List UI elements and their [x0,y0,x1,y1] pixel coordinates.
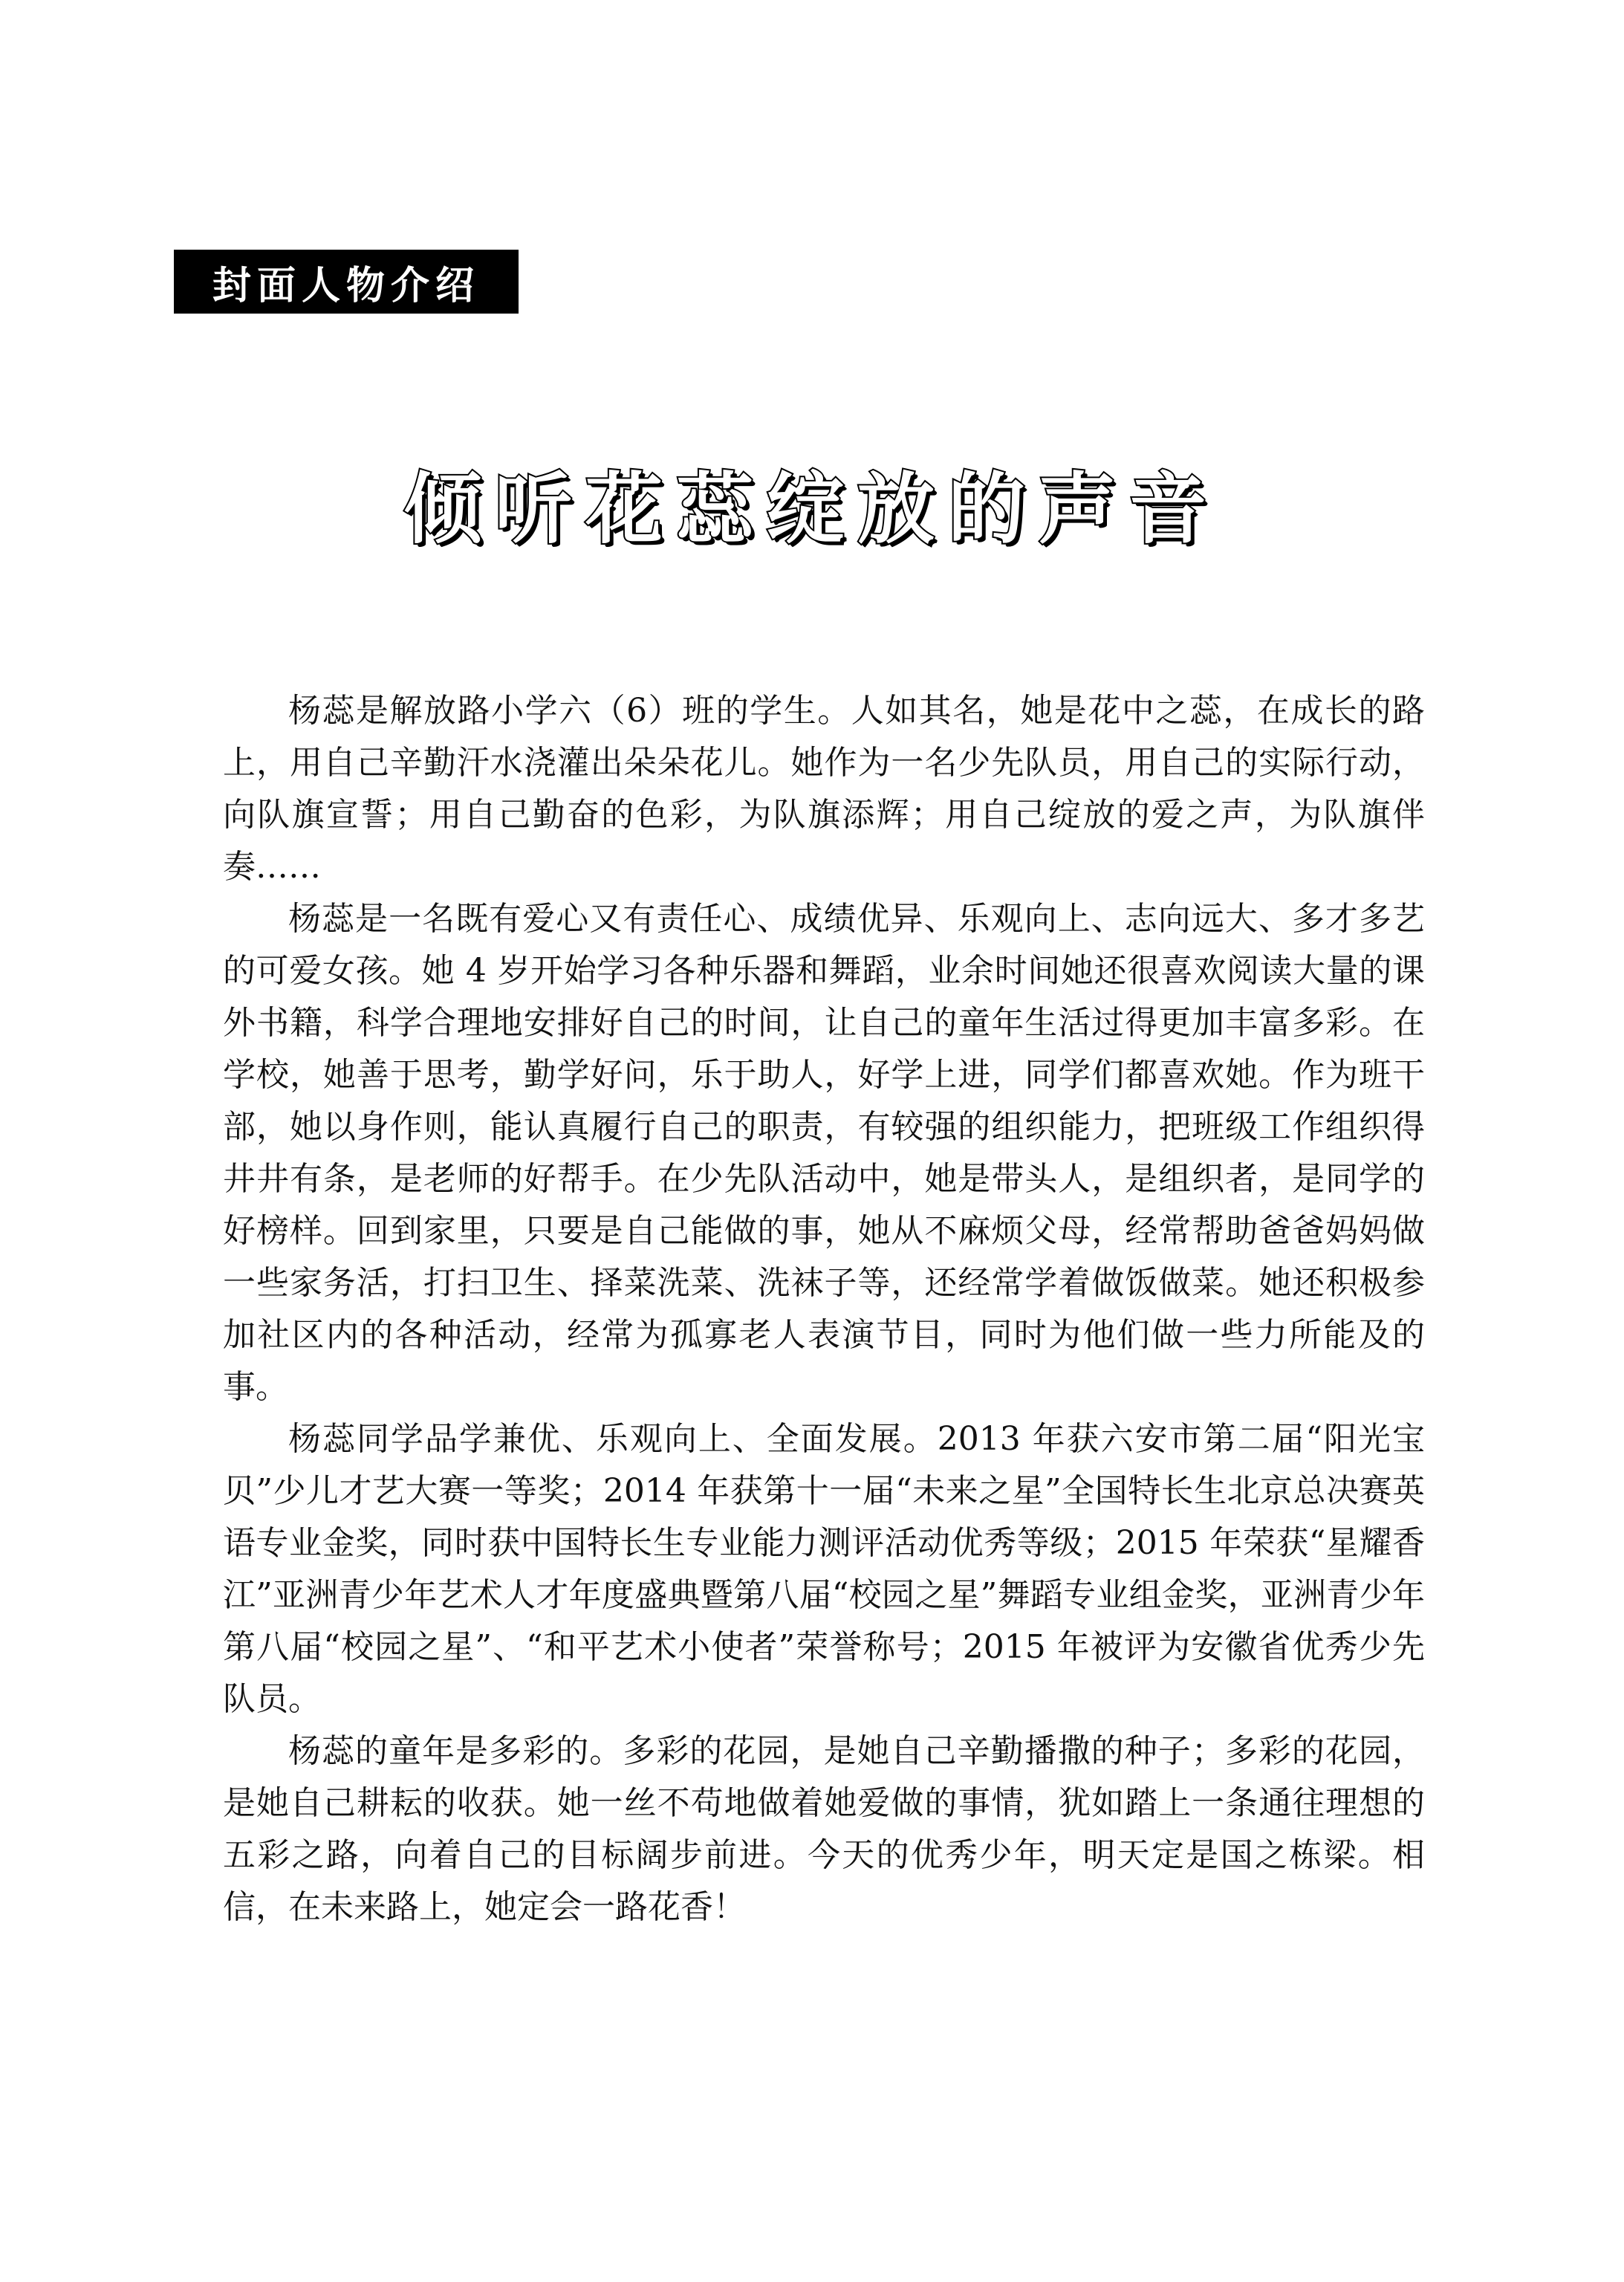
article-title: 倾听花蕊绽放的声音 [403,463,1220,554]
article-body [223,685,1425,1933]
body-paragraph-4: 杨蕊的童年是多彩的。多彩的花园，是她自己辛勤播撒的种子；多彩的花园，是她自己耕耘的收获。她一丝不苟地做着她爱做的事情，犹如踏上一条通往理想的五彩之路，向着自己的目标阔步前进。今天的优秀少年，明天定是国之栋梁。相信，在未来路上，她定会一路花香！ [223,1732,1425,1926]
body-paragraph-1: 杨蕊是解放路小学六（6）班的学生。人如其名，她是花中之蕊，在成长的路上，用自己辛勤汗水浇灌出朵朵花儿。她作为一名少先队员，用自己的实际行动，向队旗宣誓；用自己勤奋的色彩，为队旗添辉；用自己绽放的爱之声，为队旗伴奏…… [223,692,1425,886]
body-paragraph-2: 杨蕊是一名既有爱心又有责任心、成绩优异、乐观向上、志向远大、多才多艺的可爱女孩。她 4 岁开始学习各种乐器和舞蹈，业余时间她还很喜欢阅读大量的课外书籍，科学合理地安排好自己的时间，让自己的童年生活过得更加丰富多彩。在学校，她善于思考，勤学好问，乐于助人，好学上进，同学们都喜欢她。作为班干部，她以身作则，能认真履行自己的职责，有较强的组织能力，把班级工作组织得井井有条，是老师的好帮手。在少先队活动中，她是带头人，是组织者，是同学的好榜样。回到家里，只要是自己能做的事，她从不麻烦父母，经常帮助爸爸妈妈做一些家务活，打扫卫生、择菜洗菜、洗袜子等，还经常学着做饭做菜。她还积极参加社区内的各种活动，经常为孤寡老人表演节目，同时为他们做一些力所能及的事。 [223,900,1425,1406]
body-paragraph-3: 杨蕊同学品学兼优、乐观向上、全面发展。2013 年获六安市第二届“阳光宝贝”少儿才艺大赛一等奖；2014 年获第十一届“未来之星”全国特长生北京总决赛英语专业金奖，同时获中国特长生专业能力测评活动优秀等级；2015 年荣获“星耀香江”亚洲青少年艺术人才年度盛典暨第八届“校园之星”舞蹈专业组金奖，亚洲青少年第八届“校园之星”、“和平艺术小使者”荣誉称号；2015 年被评为安徽省优秀少先队员。 [223,1420,1425,1718]
section-label: 封面人物介绍 [174,250,519,314]
